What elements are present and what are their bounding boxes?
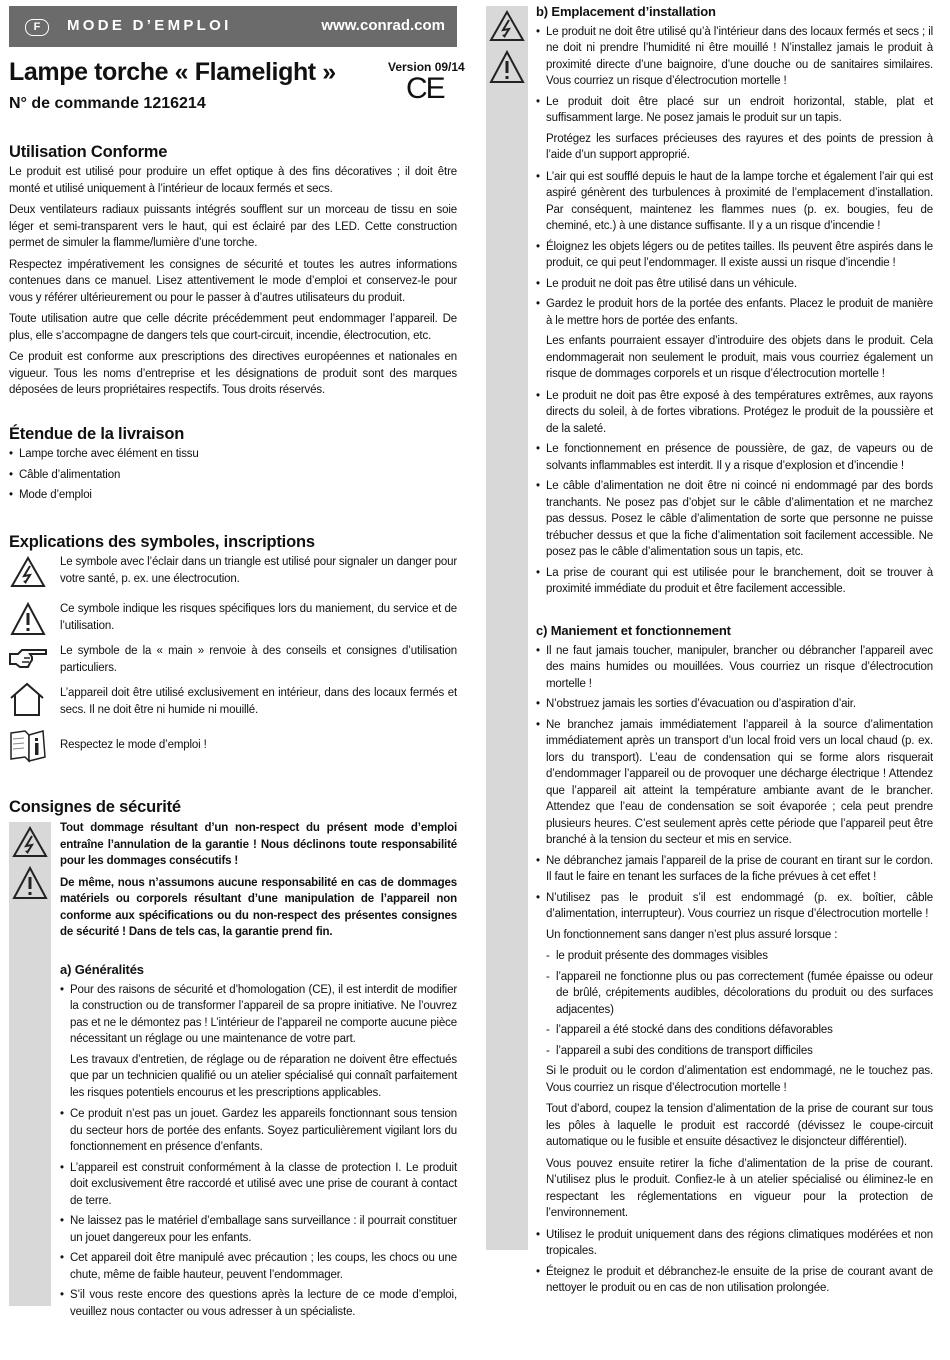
house-icon: [9, 681, 45, 717]
delivery-list: [9, 446, 457, 508]
ce-mark: CE: [406, 72, 444, 105]
exclamation-triangle-icon: [12, 866, 48, 900]
symbol-desc: Le symbole avec l’éclair dans un triangle est utilisé pour signaler un danger pour votre santé, p. ex. une électrocution.: [60, 556, 457, 585]
list-item: • Le produit ne doit pas être exposé à des températures extrêmes, aux rayons directs du soleil, à de fortes vibrations. Protégez le produit de la poussière et de la saleté.: [536, 388, 933, 438]
installation-section: [536, 4, 933, 602]
list-item: • N’utilisez pas le produit s’il est endommagé (p. ex. boîtier, câble d’alimentation, interrupteur). Vous courriez un risque d’électrocution mortelle !: [536, 890, 933, 923]
dash-item: - le produit présente des dommages visibles: [546, 948, 933, 965]
paragraph: Ce produit est conforme aux prescriptions des directives européennes et nationales en vigueur. Tous les noms d’entreprise et les désignations de produit sont des marques déposées de leurs propriétaires respectifs. Tous droits réservés.: [9, 351, 457, 396]
subsection-heading-general: a) Généralités: [60, 962, 144, 977]
dash-item: - l’appareil a été stocké dans des conditions défavorables: [546, 1022, 933, 1039]
page-title: Lampe torche « Flamelight »: [9, 58, 336, 86]
symbol-desc: Ce symbole indique les risques spécifiques lors du maniement, du service et de l’utilisation.: [60, 603, 457, 632]
list-item: • Ce produit n’est pas un jouet. Gardez les appareils fonctionnant sous tension du secteur hors de portée des enfants. Soyez particulièrement vigilant lors du fonctionnement en présence d’enfants.: [60, 1106, 457, 1156]
bold-paragraph: De même, nous n’assumons aucune responsabilité en cas de dommages matériels ou corporels résultant d’une manipulation de l’appareil non conforme aux spécifications ou du non-respect des présentes consignes de sécurité ! Dans de tels cas, la garantie prend fin.: [60, 876, 457, 938]
list-item: • N’obstruez jamais les sorties d’évacuation ou d’aspiration d’air.: [536, 696, 933, 713]
paragraph: Le produit est utilisé pour produire un effet optique à des fins décoratives ; il doit être monté et utilisé uniquement à l’intérieur de locaux fermés et secs.: [9, 166, 457, 195]
header-bar: [9, 6, 457, 47]
list-item: • L’air qui est soufflé depuis le haut de la lampe torche et également l’air qui est aspiré génèrent des turbulences à proximité de l’emplacement d’installation. Par conséquent, maintenez les flammes nues (p. ex. bougies, feu de cheminé, etc.) à une distance suffisante. Il y a un risque d’incendie !: [536, 169, 933, 235]
symbol-desc: L’appareil doit être utilisé exclusivement en intérieur, dans des locaux fermés et secs. Il ne doit être ni humide ni mouillé.: [60, 687, 457, 716]
operation-section: [536, 623, 933, 1301]
list-item: • Ne branchez jamais immédiatement l’appareil à la source d’alimentation immédiatement après un transport d’un local froid vers un local chaud (p. ex. lors du transport). L’eau de condensation qui se forme alors risquerait d’endommager l’appareil ou de provoquer une décharge électrique ! Attendez que l’appareil ait atteint la température ambiante avant de le brancher. Attendez que l’eau de condensation se soit évaporée ; cela peut prendre plusieurs heures. C’est seulement après cette période que l’appareil peut être branché à la tension du secteur et mis en service.: [536, 717, 933, 849]
list-item: • Gardez le produit hors de la portée des enfants. Placez le produit de manière à le mettre hors de portée des enfants.: [536, 296, 933, 329]
pointing-hand-icon: [8, 646, 50, 672]
lightning-triangle-icon: [489, 10, 525, 42]
no-danger-intro: Un fonctionnement sans danger n’est plus assuré lorsque :: [546, 928, 838, 941]
header-mode-title: MODE D’EMPLOI: [67, 17, 232, 34]
list-item: • Ne débranchez jamais l’appareil de la prise de courant en tirant sur le cordon. Il faut le faire en tenant les surfaces de la fiche prévues à cet effet !: [536, 853, 933, 886]
list-item: • Le câble d’alimentation ne doit être ni coincé ni endommagé par des bords tranchants. Ne posez pas d’objet sur le câble d’alimentation et ne marchez pas dessus. Posez le câble d’alimentation de sorte que personne ne puisse trébucher dessus et que la fiche d’alimentation soit facilement accessible. Ne posez pas le câble d’alimentation sous un tapis, etc.: [536, 478, 933, 561]
list-item: • L’appareil est construit conformément à la classe de protection I. Le produit doit exclusivement être raccordé et utilisé avec une prise de courant à contact de terre.: [60, 1160, 457, 1210]
list-item: • Mode d’emploi: [9, 487, 457, 504]
manual-info-icon: [9, 727, 47, 763]
paragraph: Tout d’abord, coupez la tension d’alimentation de la prise de courant sur tous les pôles à laquelle le produit est raccordé (dévissez le coupe-circuit automatique ou le fusible et ensuite désactivez le disjoncteur différentiel).: [546, 1103, 933, 1148]
symbol-desc: Le symbole de la « main » renvoie à des conseils et consignes d’utilisation particuliers.: [60, 645, 457, 674]
warning-sidebar-right: [486, 6, 528, 1250]
subsection-heading-operation: c) Maniement et fonctionnement: [536, 623, 731, 638]
list-item-extra: Les enfants pourraient essayer d’introduire des objets dans le produit. Cela endommagerait non seulement le produit, mais vous courriez également un risque de dommages corporels et un risque d’électrocution mortelle !: [546, 335, 933, 380]
section-heading-use: Utilisation Conforme: [9, 143, 168, 161]
lightning-triangle-icon: [10, 556, 46, 588]
paragraph: Toute utilisation autre que celle décrite précédemment peut endommager l’appareil. De plus, elle s’accompagne de dangers tels que court-circuit, incendie, électrocution, etc.: [9, 313, 457, 342]
exclamation-triangle-icon: [10, 602, 46, 636]
list-item: • Le produit ne doit pas être utilisé dans un véhicule.: [536, 276, 933, 293]
exclamation-triangle-icon: [489, 50, 525, 84]
dash-item: - l’appareil ne fonctionne plus ou pas correctement (fumée épaisse ou odeur de brûlé, crépitements audibles, décolorations du produit ou des surfaces adjacentes): [546, 969, 933, 1019]
order-number: N° de commande 1216214: [9, 95, 206, 112]
paragraph: Deux ventilateurs radiaux puissants intégrés soufflent sur un morceau de tissu en soie léger et semi-transparent vers le haut, qui est éclairé par des LED. Cette construction permet de simuler la flamme/lumière d’une torche.: [9, 204, 457, 249]
subsection-heading-installation: b) Emplacement d’installation: [536, 4, 716, 19]
list-item: • Le fonctionnement en présence de poussière, de gaz, de vapeurs ou de solvants inflammables est interdit. Il y a risque d’explosion et d’incendie !: [536, 441, 933, 474]
list-item: • S’il vous reste encore des questions après la lecture de ce mode d’emploi, veuillez nous contacter ou vous adresser à un spécialiste.: [60, 1287, 457, 1320]
section-heading-delivery: Étendue de la livraison: [9, 425, 185, 443]
general-section: [60, 962, 457, 1324]
list-item: • Le produit ne doit être utilisé qu’à l’intérieur dans des locaux fermés et secs ; il ne doit ni prendre l’humidité ni être mouillé ! N’installez jamais le produit à proximité directe d’une baignoire, d’une douche ou de sanitaires similaires. Vous courriez un risque d’électrocution mortelle !: [536, 24, 933, 90]
list-item: • Lampe torche avec élément en tissu: [9, 446, 457, 463]
list-item: • Éteignez le produit et débranchez-le ensuite de la prise de courant avant de nettoyer le produit ou en cas de non utilisation prolongée.: [536, 1264, 933, 1297]
section-heading-safety: Consignes de sécurité: [9, 798, 181, 816]
version-label: Version 09/14: [388, 60, 465, 74]
paragraph: Respectez impérativement les consignes de sécurité et toutes les autres informations contenues dans ce manuel. Lisez attentivement le mode d’emploi et conservez-le pour vous y référer ultérieurement ou pour le passer à d’autres utilisateurs du produit.: [9, 258, 457, 304]
list-item: • Il ne faut jamais toucher, manipuler, brancher ou débrancher l’appareil avec des mains humides ou mouillées. Vous courriez un risque d’électrocution mortelle !: [536, 643, 933, 693]
language-badge: F: [25, 19, 49, 36]
list-item: • Utilisez le produit uniquement dans des régions climatiques modérées et non tropicales.: [536, 1227, 933, 1260]
paragraph: Vous pouvez ensuite retirer la fiche d’alimentation de la prise de courant. N’utilisez plus le produit. Confiez-le à un atelier spécialisé ou éliminez-le en respectant les réglementations en vigueur pour la protection de l’environnement.: [546, 1157, 933, 1219]
dash-item: - l’appareil a subi des conditions de transport difficiles: [546, 1043, 933, 1060]
list-item-extra: Protégez les surfaces précieuses des rayures et des points de pression à l’aide d’un support approprié.: [546, 132, 933, 161]
lightning-triangle-icon: [12, 826, 48, 858]
list-item: • Câble d’alimentation: [9, 467, 457, 484]
safety-warning-text: [60, 820, 457, 946]
paragraph: Si le produit ou le cordon d’alimentation est endommagé, ne le touchez pas. Vous courriez un risque d’électrocution mortelle !: [546, 1065, 933, 1094]
list-item: • Pour des raisons de sécurité et d’homologation (CE), il est interdit de modifier la construction ou de transformer l’appareil de sa propre initiative. Ne l’ouvrez pas et ne le démontez pas ! L’intérieur de l’appareil ne comporte aucune pièce nécessitant un réglage ou une maintenance de votre part.: [60, 982, 457, 1048]
header-website: www.conrad.com: [321, 17, 445, 34]
list-item: • Cet appareil doit être manipulé avec précaution ; les coups, les chocs ou une chute, même de faible hauteur, peuvent l’endommager.: [60, 1250, 457, 1283]
use-text: [9, 164, 457, 404]
list-item: • Ne laissez pas le matériel d’emballage sans surveillance : il pourrait constituer un jouet dangereux pour les enfants.: [60, 1213, 457, 1246]
list-item: • La prise de courant qui est utilisée pour le branchement, doit se trouver à proximité immédiate du produit et être facilement accessible.: [536, 565, 933, 598]
bold-paragraph: Tout dommage résultant d’un non-respect du présent mode d’emploi entraîne l’annulation de la garantie ! Nous déclinons toute responsabilité pour les dommages consécutifs !: [60, 822, 457, 867]
symbol-desc: Respectez le mode d’emploi !: [60, 739, 207, 751]
section-heading-symbols: Explications des symboles, inscriptions: [9, 533, 315, 551]
list-item-extra: Les travaux d’entretien, de réglage ou de réparation ne doivent être effectués que par un technicien qualifié ou un atelier spécialisé qui connaît parfaitement les risques potentiels encourus et les prescriptions applicables.: [70, 1053, 457, 1099]
list-item: • Éloignez les objets légers ou de petites tailles. Ils peuvent être aspirés dans le produit, ce qui peut l’endommager. Il existe aussi un risque d’incendie !: [536, 239, 933, 272]
list-item: • Le produit doit être placé sur un endroit horizontal, stable, plat et suffisamment large. Ne posez jamais le produit sur un tapis.: [536, 94, 933, 127]
